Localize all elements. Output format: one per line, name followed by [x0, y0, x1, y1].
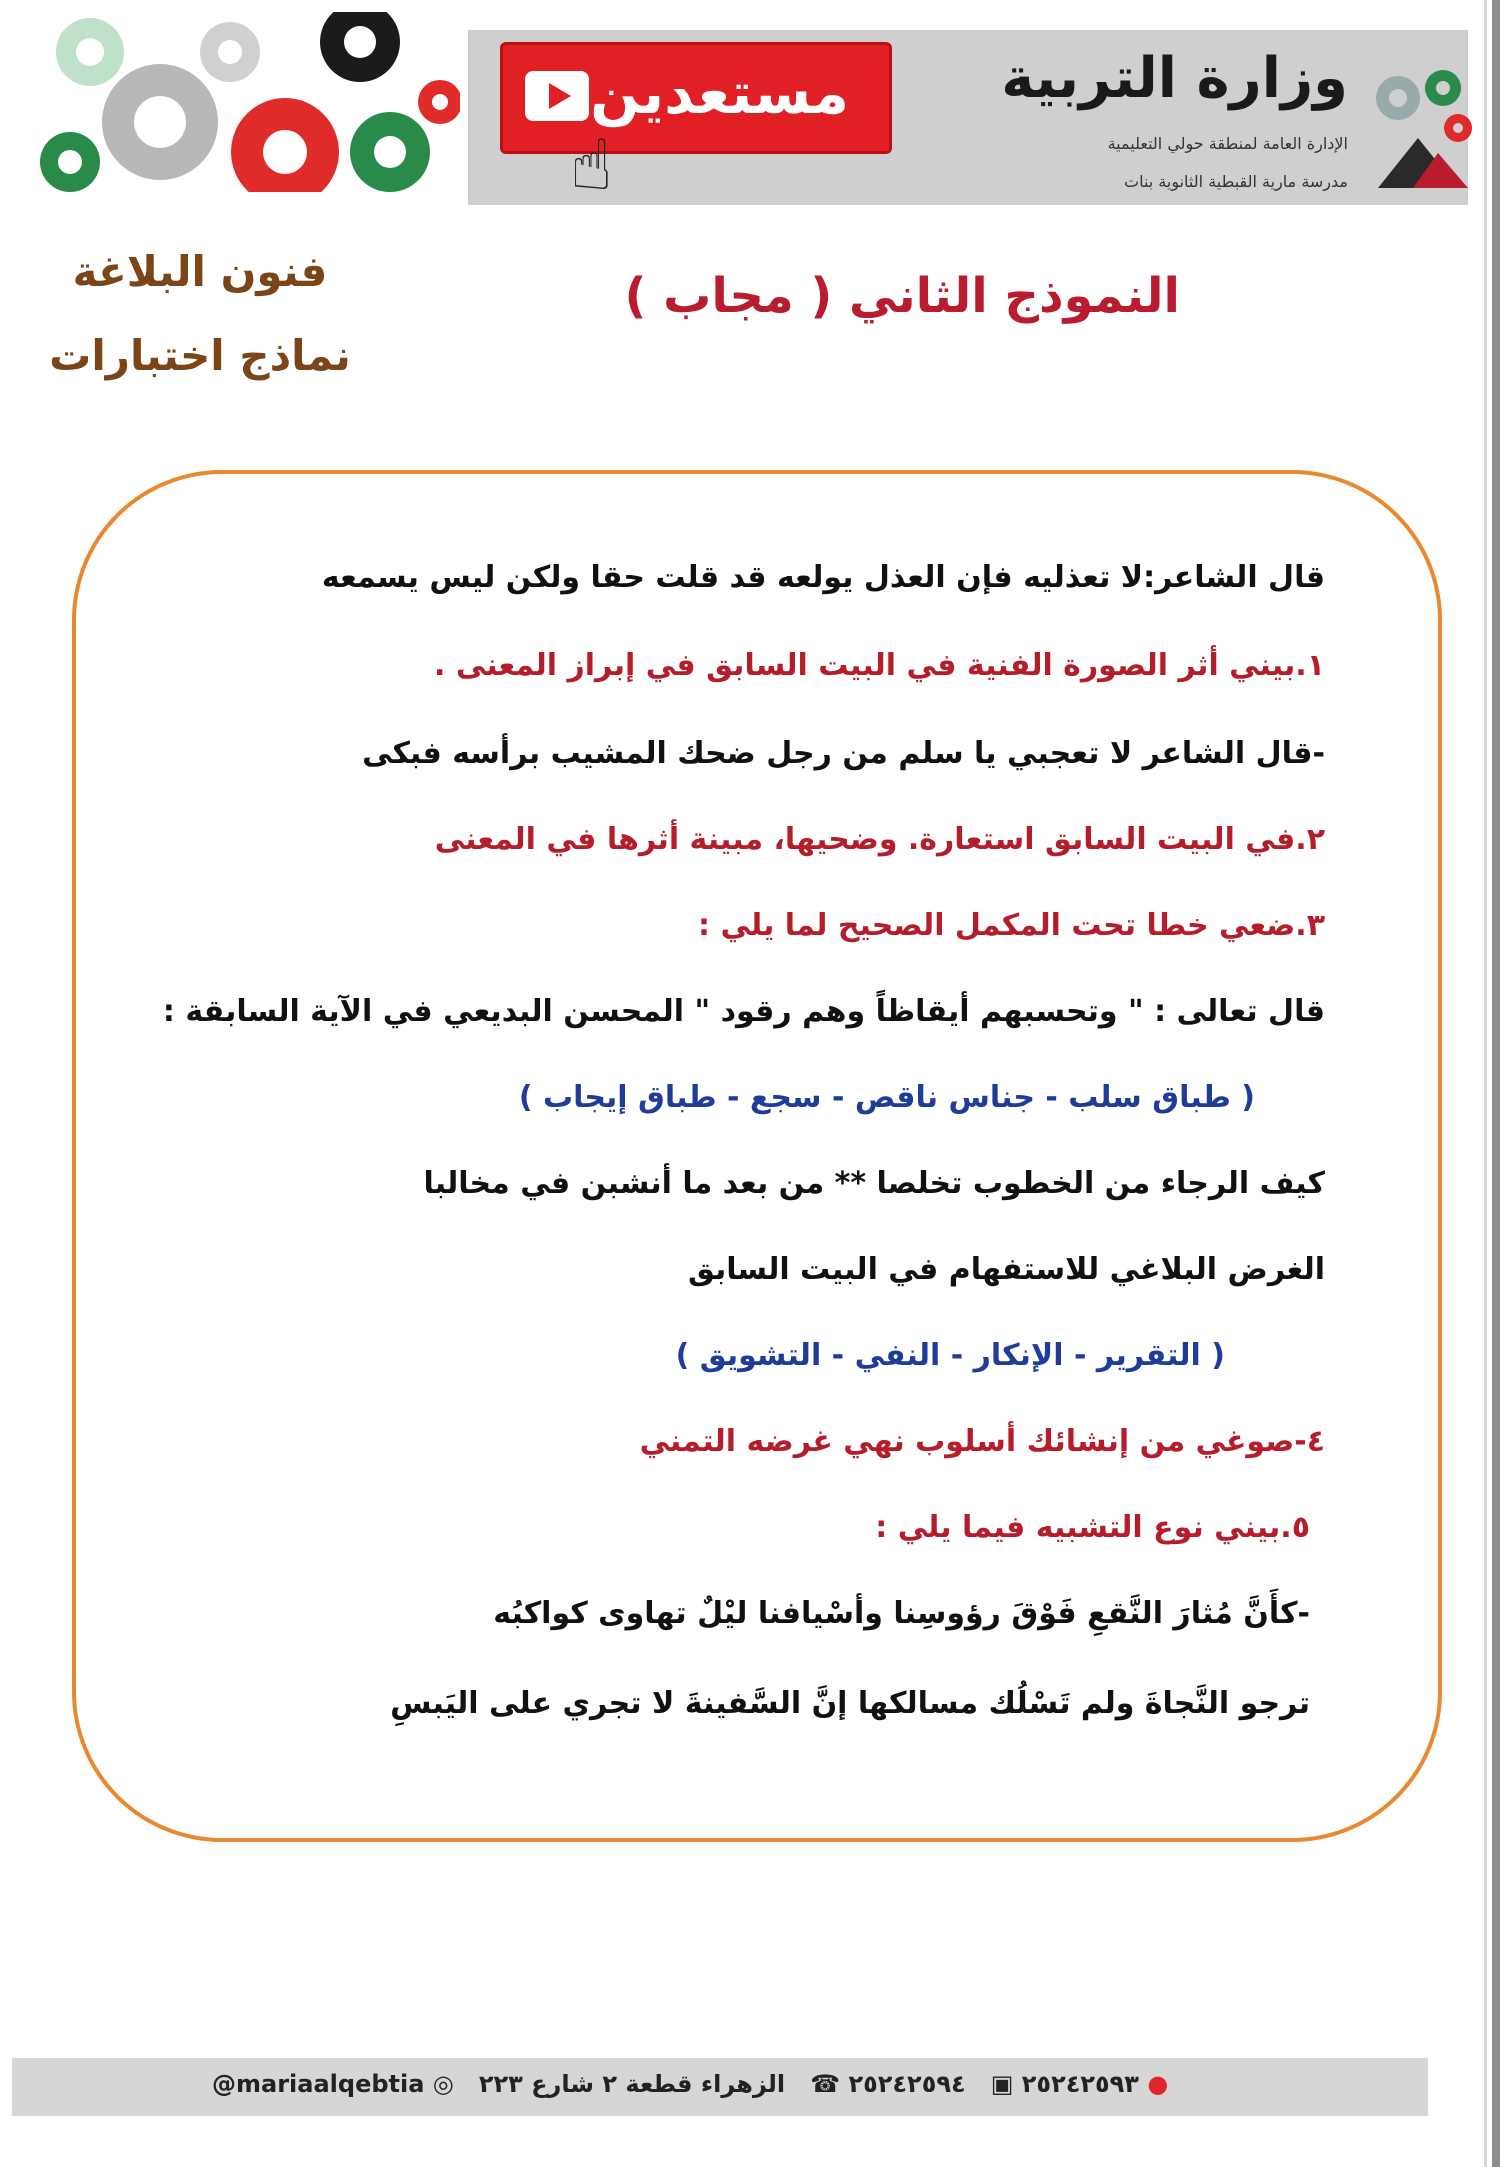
- question-line-6: قال تعالى : " وتحسبهم أيقاظاً وهم رقود " المحسن البديعي في الآية السابقة :: [162, 994, 1325, 1029]
- question-line-4: ٢.في البيت السابق استعارة. وضحيها، مبينة أثرها في المعنى: [434, 822, 1325, 857]
- question-line-8: كيف الرجاء من الخطوب تخلصا ** من بعد ما أنشبن في مخالبا: [423, 1166, 1325, 1201]
- page-title: النموذج الثاني ( مجاب ): [624, 268, 1180, 324]
- fax-icon: ▣: [990, 2070, 1014, 2098]
- verse-line-1: -كأَنَّ مُثارَ النَّقعِ فَوْقَ رؤوسِنا وأسْيافنا ليْلٌ تهاوى كواكبُه: [493, 1596, 1310, 1631]
- side-title: [40, 230, 360, 398]
- ministry-subtitle-1: الإدارة العامة لمنطقة حولي التعليمية: [1107, 134, 1348, 153]
- choices-line-1: ( طباق سلب - جناس ناقص - سجع - طباق إيجاب ): [518, 1080, 1255, 1115]
- page-edge-shade: [1484, 0, 1487, 2167]
- question-line-11: ٤-صوغي من إنشائك أسلوب نهي غرضه التمني: [639, 1424, 1325, 1459]
- school-logo-icon: [1358, 58, 1488, 208]
- phone-icon: ☎: [810, 2070, 841, 2098]
- footer-bar: [12, 2058, 1428, 2116]
- verse-line-2: ترجو النَّجاةَ ولم تَسْلُك مسالكها إنَّ السَّفينةَ لا تجري على اليَبسِ: [390, 1686, 1310, 1721]
- ministry-title: وزارة التربية: [1001, 46, 1348, 111]
- question-line-5: ٣.ضعي خطا تحت المكمل الصحيح لما يلي :: [698, 908, 1325, 943]
- choices-line-2: ( التقرير - الإنكار - النفي - التشويق ): [675, 1338, 1225, 1373]
- question-line-3: -قال الشاعر لا تعجبي يا سلم من رجل ضحك المشيب برأسه فبكى: [362, 736, 1325, 771]
- header-banner: [30, 12, 1440, 206]
- question-line-12: ٥.بيني نوع التشبيه فيما يلي :: [875, 1510, 1310, 1545]
- page-edge: [1492, 0, 1500, 2167]
- ministry-subtitle-2: مدرسة مارية القبطية الثانوية بنات: [1124, 172, 1348, 191]
- address-text: الزهراء قطعة ٢ شارع ٢٢٣: [478, 2070, 786, 2098]
- instagram-icon: ◎: [432, 2070, 454, 2098]
- question-line-2: ١.بيني أثر الصورة الفنية في البيت السابق في إبراز المعنى .: [434, 648, 1325, 683]
- question-line-1: قال الشاعر:لا تعذليه فإن العذل يولعه قد قلت حقا ولكن ليس يسمعه: [321, 560, 1325, 595]
- instagram-handle[interactable]: @mariaalqebtia: [212, 2070, 425, 2098]
- phone-number: ٢٥٢٤٢٥٩٤: [848, 2070, 966, 2098]
- question-line-9: الغرض البلاغي للاستفهام في البيت السابق: [687, 1252, 1325, 1287]
- fax-number: ٢٥٢٤٢٥٩٣: [1021, 2070, 1139, 2098]
- youtube-channel-button[interactable]: [500, 42, 892, 154]
- location-pin-icon: ●: [1147, 2070, 1169, 2098]
- side-title-line2: نماذج اختبارات: [49, 331, 351, 380]
- youtube-channel-label: مستعدين: [590, 59, 849, 127]
- gears-decoration-icon: [30, 12, 460, 192]
- youtube-play-icon: [525, 71, 589, 121]
- pointer-hand-icon: ☝: [570, 124, 613, 206]
- footer-contact: [212, 2070, 1168, 2098]
- side-title-line1: فنون البلاغة: [72, 247, 328, 296]
